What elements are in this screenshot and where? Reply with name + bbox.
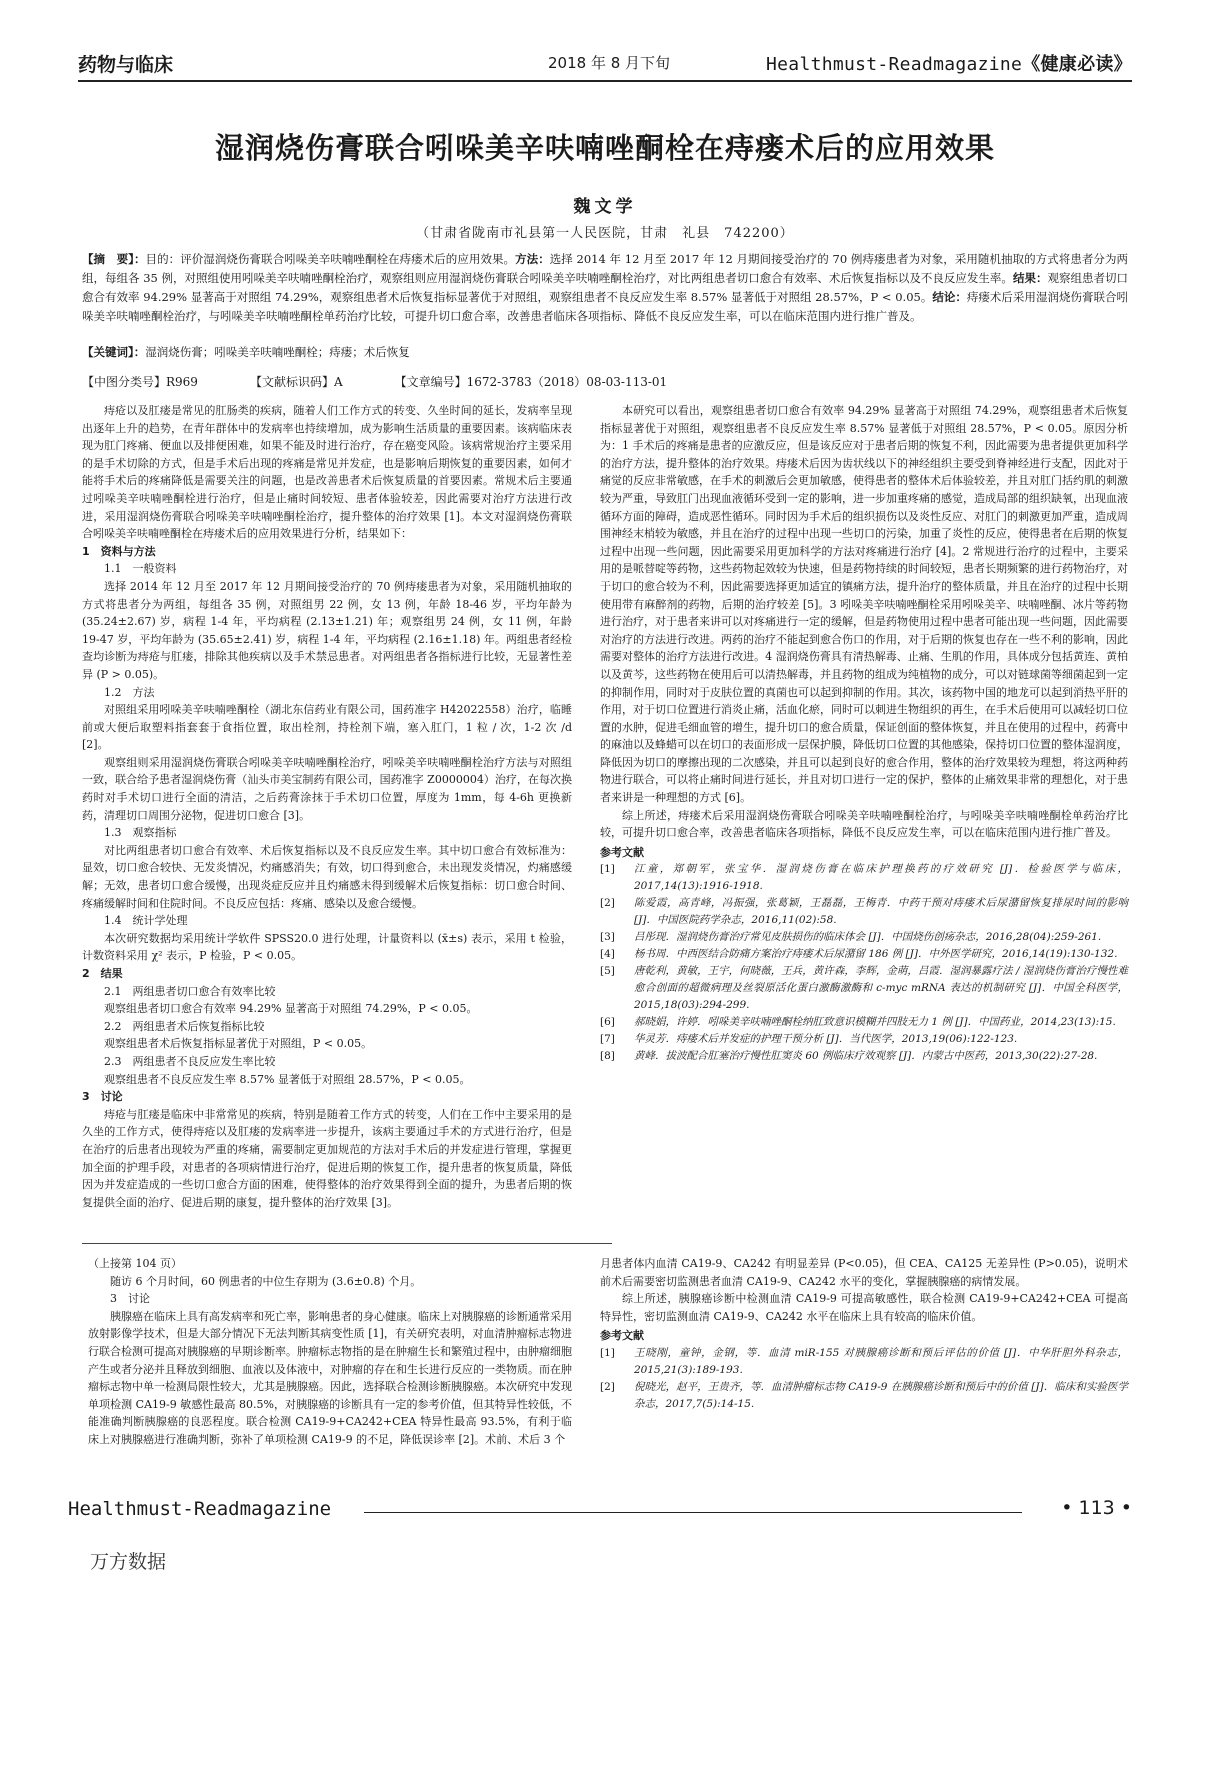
subsection-heading: 2.1 两组患者切口愈合有效率比较 bbox=[104, 984, 276, 998]
footer-rule bbox=[364, 1512, 1022, 1513]
journal-name-cn: 《健康必读》 bbox=[1022, 54, 1132, 75]
clc-number: 【中图分类号】R969 bbox=[82, 375, 198, 389]
paragraph: 痔疮以及肛瘘是常见的肛肠类的疾病，随着人们工作方式的转变、久坐时间的延长，发病率呈现出逐年上升的趋势，在青年群体中的发病率也持续增加，成为影响生活质量的重要因素。该病临床表现为肛门疼痛、便血以及排便困难，如果不能及时进行治疗，存在癌变风险。该病常规治疗主要采用的是手术切除的方式，但是手术后出现的疼痛是常见并发症，也是影响后期恢复的重要因素，如何才能将手术后的疼痛降低是需要关注的问题，也是改善患者术后恢复质量的首要因素。常规术后主要通过吲哚美辛呋喃唑酮栓进行治疗，但是止痛时间较短、患者体验较差，因此需要对治疗方法进行改进，采用湿润烧伤膏联合吲哚美辛呋喃唑酮栓治疗，提升整体的治疗效果 [1]。本文对湿润烧伤膏联合吲哚美辛呋喃唑酮栓在痔瘘术后的应用效果进行分析，结果如下： bbox=[82, 404, 572, 541]
paragraph: 观察组患者术后恢复指标显著优于对照组，P < 0.05。 bbox=[104, 1037, 373, 1051]
reference-number: [2] bbox=[600, 1380, 615, 1393]
paragraph: 本研究可以看出，观察组患者切口愈合有效率 94.29% 显著高于对照组 74.29%，观察组患者术后恢复指标显著优于对照组，观察组患者不良反应发生率 8.57% 显著低于对照组 28.57%，P < 0.05。原因分析为：1 手术后的疼痛是患者的应激反应，但是该反应对于患者后期的恢复不利，因此需要为患者提供更加科学的治疗方法，提升整体的治疗效果。痔瘘术后因为齿状线以下的神经组织主要受到脊神经进行支配，因此对于痛觉的反应非常敏感，在手术的刺激后会更加敏感，使得患者的整体术后体验较差，并且对肛门括约肌的刺激较为严重，导致肛门出现血液循环受到一定的影响，进一步加重疼痛的感觉，造成局部的组织缺氧，出现血液循环方面的障碍，造成恶性循环。同时因为手术后的组织损伤以及炎性反应、对肛门的刺激更加严重，造成周围神经末梢较为敏感，并且在治疗的过程中出现一些切口的污染，加重了炎性的反应，使得患者在后期的恢复过程中出现一些问题，因此需要采用更加科学的方法对疼痛进行治疗 [4]。2 常规进行治疗的过程中，主要采用的是哌替啶等药物，这些药物起效较为快速，但是药物持续的时间较短，患者长期频繁的进行药物治疗，对于切口的愈合较为不利，因此需要选择更加适宜的镇痛方法，提升治疗的整体质量，并且在治疗的过程中长期使用带有麻醉剂的药物，后期的治疗较差 [5]。3 吲哚美辛呋喃唑酮栓采用吲哚美辛、呋喃唑酮、冰片等药物进行治疗，对于患者来讲可以对疼痛进行一定的缓解，但是药物使用过程中患者可能出现一些问题，因此需要对治疗的方法进行改进。两药的治疗不能起到愈合伤口的作用，对于后期的恢复也存在一些不利的影响，因此需要对整体的治疗方法进行改进。4 湿润烧伤膏具有清热解毒、止痛、生肌的作用，具体成分包括黄连、黄柏以及黄芩，这些药物在使用后可以清热解毒，并且药物的组成为纯植物的成分，可以对链球菌等细菌起到一定的抑制作用，同时对于皮肤位置的真菌也可以起到抑制的作用。其次，该药物中国的地龙可以起到消热平肝的作用，对于切口位置进行消炎止痛，活血化瘀，同时可以刺进生物组织的再生，在手术后使用可以减轻切口位置的水肿，促进毛细血管的增生，提升切口的愈合质量，保证创面的整体恢复，并且在使用的过程中，药膏中的麻油以及蜂蜡可以在切口的表面形成一层保护膜，降低切口位置的其他感染，保持切口位置的整体湿润度，降低因为切口的摩擦出现的二次感染，并且可以起到良好的愈合作用，整体的治疗效果较为理想，将这两种药物进行联合，可以将止痛时间进行延长，并且对切口进行一定的保护，整体的止痛效果非常的理想化，对于患者来讲是一种理想的方式 [6]。 bbox=[600, 404, 1128, 805]
reference-number: [2] bbox=[600, 897, 615, 910]
reference-item bbox=[600, 1048, 1128, 1065]
paragraph: 对照组采用吲哚美辛呋喃唑酮栓（湖北东信药业有限公司，国药准字 H42022558）治疗，临睡前或大便后取塑料指套套于食指位置，取出栓剂，持栓剂下端，塞入肛门，1 粒 / 次，1-2 次 /d [2]。 bbox=[82, 703, 572, 752]
reference-number: [1] bbox=[600, 863, 615, 876]
reference-number: [4] bbox=[600, 948, 615, 961]
paragraph: 观察组则采用湿润烧伤膏联合吲哚美辛呋喃唑酮栓治疗，吲哚美辛呋喃唑酮栓治疗方法与对照组一致，联合给予患者湿润烧伤膏（汕头市美宝制药有限公司，国药准字 Z0000004）治疗，在每次换药时对手术切口进行全面的清洁，之后药膏涂抹于手术切口位置，厚度为 1mm，每 4-6h 更换新药，清理切口周围分泌物，促进切口愈合 [3]。 bbox=[82, 755, 572, 822]
source-watermark: 万方数据 bbox=[90, 1551, 167, 1573]
reference-number: [7] bbox=[600, 1033, 615, 1046]
reference-text: 吕彤现．湿润烧伤膏治疗常见皮肤损伤的临床体会 [J]．中国烧伤创疡杂志，2016,28(04):259-261. bbox=[634, 931, 1102, 944]
paragraph: 观察组患者切口愈合有效率 94.29% 显著高于对照组 74.29%，P < 0.05。 bbox=[104, 1002, 478, 1016]
header-rule bbox=[78, 80, 1132, 82]
paragraph: 胰腺癌在临床上具有高发病率和死亡率，影响患者的身心健康。临床上对胰腺癌的诊断通常采用放射影像学技术，但是大部分情况下无法判断其病变性质 [1]，有关研究表明，对血清肿瘤标志物进行联合检测可提高对胰腺癌的早期诊断率。肿瘤标志物指的是在肿瘤生长和繁殖过程中，由肿瘤细胞产生或者分泌并且释放到细胞、血液以及体液中，对肿瘤的存在和生长进行反应的一类物质。而在肿瘤标志物中单一检测局限性较大，尤其是胰腺癌。因此，选择联合检测诊断胰腺癌。本次研究中发现单项检测 CA19-9 敏感性最高 80.5%，对胰腺癌的诊断具有一定的参考价值，但其特异性较低，不能准确判断胰腺癌的良恶程度。联合检测 CA19-9+CA242+CEA 特异性最高 93.5%，有利于临床上对胰腺癌进行准确判断，弥补了单项检测 CA19-9 的不足，降低误诊率 [2]。术前、术后 3 个 bbox=[88, 1309, 572, 1446]
subsection-heading: 1.4 统计学处理 bbox=[104, 914, 188, 928]
keywords bbox=[82, 344, 1128, 360]
journal-name bbox=[766, 50, 1132, 76]
subsection-heading: 3 讨论 bbox=[110, 1292, 150, 1306]
reference-text: 唐乾利，黄敏，王宇，何晓薇，王兵，黄许森，李辉，金萌，吕霞．湿润暴露疗法 / 湿润烧伤膏治疗慢性难愈合创面的超微病理及丝裂原活化蛋白激酶激酶和 c-myc mRNA 表达的机制研究 [J]．中国全科医学，2015,18(03):294-299. bbox=[634, 965, 1128, 1012]
paragraph: 观察组患者不良反应发生率 8.57% 显著低于对照组 28.57%，P < 0.05。 bbox=[104, 1072, 471, 1086]
subsection-heading: 1.1 一般资料 bbox=[104, 562, 177, 576]
paragraph: 痔疮与肛瘘是临床中非常常见的疾病，特别是随着工作方式的转变，人们在工作中主要采用的是久坐的工作方式，使得痔疮以及肛瘘的发病率进一步提升，该病主要通过手术的方式进行治疗，但是在治疗的后患者出现较为严重的疼痛，需要制定更加规范的方法对手术后的并发症进行管理，掌握更加全面的护理手段，对患者的各项病情进行治疗，促进后期的恢复工作，提升患者的恢复质量，降低因为并发症造成的一些切口愈合方面的困难，使得整体的治疗效果得到全面的提升，为患者后期的恢复提供全面的治疗、促进后期的康复，提升整体的治疗效果 [3]。 bbox=[82, 1107, 572, 1209]
reference-item bbox=[600, 963, 1128, 1014]
abstract-objective: 目的：评价湿润烧伤膏联合吲哚美辛呋喃唑酮栓在痔瘘术后的应用效果。 bbox=[145, 252, 516, 266]
references-heading: 参考文献 bbox=[600, 845, 644, 859]
reference-item bbox=[600, 1014, 1128, 1031]
running-header bbox=[78, 50, 1132, 80]
reference-text: 郝晓娟，许婷．吲哚美辛呋喃唑酮栓纳肛致意识模糊并四肢无力 1 例 [J]．中国药业，2014,23(13):15. bbox=[634, 1016, 1116, 1029]
subsection-heading: 2.3 两组患者不良反应发生率比较 bbox=[104, 1054, 276, 1068]
paragraph: 随访 6 个月时间，60 例患者的中位生存期为 (3.6±0.8) 个月。 bbox=[110, 1274, 422, 1288]
page-footer bbox=[68, 1498, 1132, 1528]
reference-number: [5] bbox=[600, 965, 615, 978]
body-column-right bbox=[600, 402, 1128, 1065]
paragraph: 综上所述，胰腺癌诊断中检测血清 CA19-9 可提高敏感性，联合检测 CA19-9+CA242+CEA 可提高特异性，密切监测血清 CA19-9、CA242 水平在临床上具有较高的临床价值。 bbox=[600, 1292, 1128, 1323]
subsection-heading: 1.2 方法 bbox=[104, 685, 155, 699]
reference-text: 黄峰．拔波配合肛塞治疗慢性肛窦炎 60 例临床疗效观察 [J]．内蒙古中医药，2013,30(22):27-28. bbox=[634, 1050, 1098, 1063]
article-number: 【文章编号】1672-3783（2018）08-03-113-01 bbox=[394, 375, 668, 389]
continuation-note: （上接第 104 页） bbox=[88, 1257, 182, 1270]
reference-item bbox=[600, 1345, 1128, 1379]
continued-article-left bbox=[88, 1255, 572, 1449]
references-heading: 参考文献 bbox=[600, 1329, 644, 1343]
abstract-method-label: 方法： bbox=[515, 252, 550, 266]
abstract-label: 【摘 要】： bbox=[82, 252, 146, 266]
reference-number: [1] bbox=[600, 1346, 615, 1359]
keywords-text: 湿润烧伤膏；吲哚美辛呋喃唑酮栓；痔瘘；术后恢复 bbox=[145, 345, 410, 359]
issue-date: 2018 年 8 月下旬 bbox=[548, 54, 671, 72]
article-author: 魏文学 bbox=[573, 197, 637, 217]
reference-text: 江童，郑朝军，张宝华．湿润烧伤膏在临床护理换药的疗效研究 [J]．检验医学与临床，2017,14(13):1916-1918. bbox=[634, 863, 1128, 893]
page-number: • 113 • bbox=[1061, 1497, 1132, 1519]
paragraph: 选择 2014 年 12 月至 2017 年 12 月期间接受治疗的 70 例痔瘘患者为对象，采用随机抽取的方式将患者分为两组，每组各 35 例，对照组男 22 例，女 13 例，年龄 18-46 岁，平均年龄为 (35.24±2.67) 岁，病程 1-4 年，平均病程 (2.13±1.21) 年；观察组男 24 例，女 11 例，年龄 19-47 岁，平均年龄为 (35.65±2.41) 岁，病程 1-4 年，平均病程 (2.16±1.18) 年。两组患者经检查均诊断为痔疮与肛瘘，排除其他疾病以及手术禁忌患者。对两组患者各指标进行比较，无显著性差异 (P > 0.05)。 bbox=[82, 579, 572, 681]
reference-number: [6] bbox=[600, 1016, 615, 1029]
reference-text: 陈爱霞，高青峰，冯振强，张葛颖，王磊磊，王梅青．中药干预对痔瘘术后尿潴留恢复排尿时间的影响 [J]．中国医院药学杂志，2016,11(02):58. bbox=[634, 897, 1128, 927]
body-column-left bbox=[82, 402, 572, 1211]
subsection-heading: 2.2 两组患者术后恢复指标比较 bbox=[104, 1019, 265, 1033]
reference-number: [3] bbox=[600, 931, 615, 944]
reference-text: 倪晓光，赵平，王贵齐，等．血清肿瘤标志物 CA19-9 在胰腺癌诊断和预后中的价值 [J]．临床和实验医学杂志，2017,7(5):14-15. bbox=[634, 1380, 1128, 1410]
continued-article-right bbox=[600, 1255, 1128, 1413]
author-affiliation: （甘肃省陇南市礼县第一人民医院，甘肃 礼县 742200） bbox=[416, 226, 794, 241]
reference-item bbox=[600, 1379, 1128, 1413]
paragraph: 月患者体内血清 CA19-9、CA242 有明显差异 (P<0.05)，但 CEA、CA125 无差异性 (P>0.05)，说明术前术后需要密切监测患者血清 CA19-9、CA242 水平的变化，掌握胰腺癌的病情发展。 bbox=[600, 1257, 1128, 1288]
section-heading: 3 讨论 bbox=[82, 1090, 123, 1104]
reference-item bbox=[600, 946, 1128, 963]
paragraph: 本次研究数据均采用统计学软件 SPSS20.0 进行处理，计量资料以 (x̄±s) 表示，采用 t 检验，计数资料采用 χ² 表示，P 检验，P < 0.05。 bbox=[82, 931, 572, 963]
subsection-heading: 1.3 观察指标 bbox=[104, 826, 177, 840]
footer-journal-name: Healthmust-Readmagazine bbox=[68, 1498, 332, 1520]
abstract-result-label: 结果： bbox=[1012, 271, 1048, 285]
abstract bbox=[82, 250, 1128, 326]
reference-text: 杨书周．中西医结合防痛方案治疗痔瘘术后尿潴留 186 例 [J]．中外医学研究，2016,14(19):130-132. bbox=[634, 948, 1118, 961]
section-heading: 1 资料与方法 bbox=[82, 544, 156, 558]
abstract-result: 观察组患者切口愈合有效率 94.29% 显著高于对照组 74.29%，观察组患者术后恢复指标显著优于对照组，观察组患者不良反应发生率 8.57% 显著低于对照组 28.57%，P < 0.05。 bbox=[82, 271, 1129, 304]
keywords-label: 【关键词】： bbox=[82, 345, 146, 359]
abstract-conclusion-label: 结论： bbox=[932, 290, 967, 304]
section-heading: 2 结果 bbox=[82, 967, 123, 980]
journal-name-latin: Healthmust-Readmagazine bbox=[766, 54, 1023, 75]
journal-section: 药物与临床 bbox=[78, 54, 174, 76]
paragraph: 综上所述，痔瘘术后采用湿润烧伤膏联合吲哚美辛呋喃唑酮栓治疗，与吲哚美辛呋喃唑酮栓单药治疗比较，可提升切口愈合率，改善患者临床各项指标，降低不良反应发生率，可以在临床范围内进行推广普及。 bbox=[600, 808, 1128, 840]
reference-item bbox=[600, 1031, 1128, 1048]
reference-item bbox=[600, 895, 1128, 929]
document-code: 【文献标识码】A bbox=[249, 375, 343, 389]
abstract-method: 选择 2014 年 12 月至 2017 年 12 月期间接受治疗的 70 例痔瘘患者为对象，采用随机抽取的方式将患者分为两组，每组各 35 例，对照组使用吲哚美辛呋喃唑酮栓治疗，观察组则应用湿润烧伤膏联合吲哚美辛呋喃唑酮栓治疗，对比两组患者切口愈合有效率、术后恢复指标以及不良反应发生率。 bbox=[82, 252, 1129, 285]
reference-item bbox=[600, 929, 1128, 946]
reference-item bbox=[600, 861, 1128, 895]
article-title: 湿润烧伤膏联合吲哚美辛呋喃唑酮栓在痔瘘术后的应用效果 bbox=[214, 131, 995, 165]
abstract-conclusion: 痔瘘术后采用湿润烧伤膏联合吲哚美辛呋喃唑酮栓治疗，与吲哚美辛呋喃唑酮栓单药治疗比较，可提升切口愈合率，改善患者临床各项指标、降低不良反应发生率，可以在临床范围内进行推广普及。 bbox=[82, 290, 1129, 323]
paragraph: 对比两组患者切口愈合有效率、术后恢复指标以及不良反应发生率。其中切口愈合有效标准为：显效，切口愈合较快、无发炎情况，灼痛感消失；有效，切口得到愈合，未出现发炎情况，灼痛感缓解；无效，患者切口愈合缓慢，出现炎症反应并且灼痛感未得到缓解术后恢复指标：切口愈合时间、疼痛缓解时间和住院时间。不良反应包括：疼痛、感染以及愈合缓慢。 bbox=[82, 843, 572, 910]
continuation-divider bbox=[82, 1243, 612, 1244]
reference-number: [8] bbox=[600, 1050, 615, 1063]
reference-text: 王晓刚，童钟，金钢，等．血清 miR-155 对胰腺癌诊断和预后评估的价值 [J]．中华肝胆外科杂志，2015,21(3):189-193. bbox=[634, 1346, 1128, 1376]
classification-line bbox=[82, 373, 1128, 390]
reference-text: 华灵芳．痔瘘术后并发症的护理干预分析 [J]．当代医学，2013,19(06):122-123. bbox=[634, 1033, 1018, 1046]
